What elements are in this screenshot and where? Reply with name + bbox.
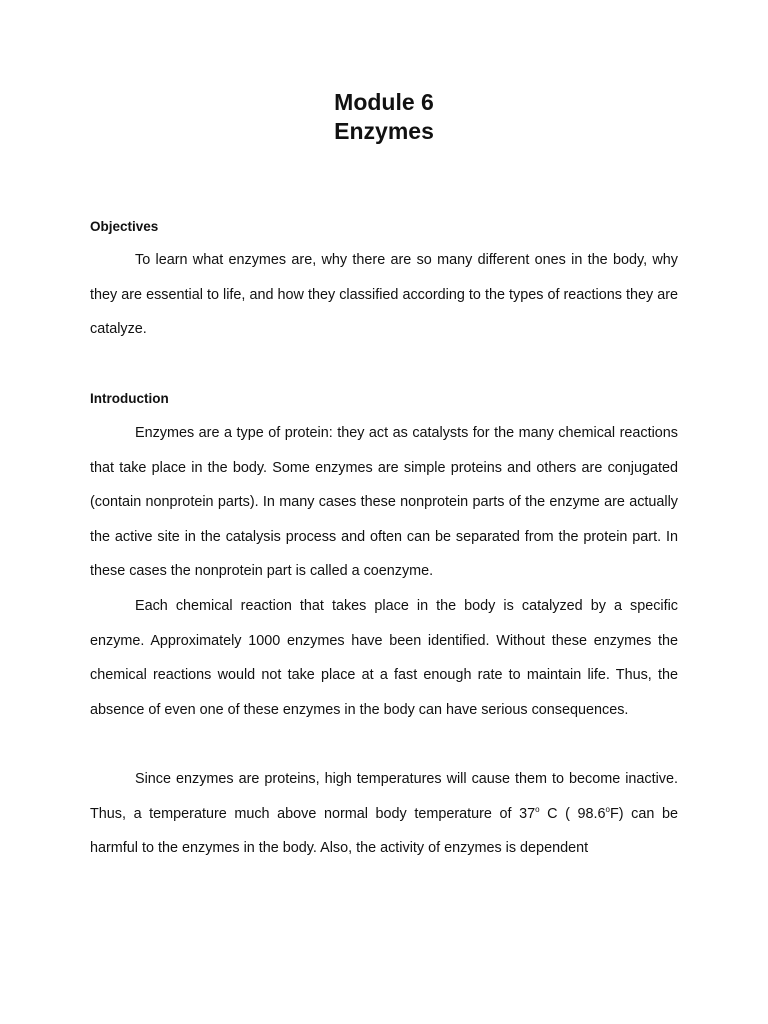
title-module: Module 6 <box>334 89 434 115</box>
intro-paragraph-3 <box>90 762 678 866</box>
title-topic: Enzymes <box>334 118 434 144</box>
introduction-heading: Introduction <box>90 391 169 406</box>
intro-p3-text-a: Since enzymes are proteins, high temperatures will cause them to become inactive. Thus, a temperature much above normal body temperature of 37 <box>90 771 678 822</box>
objectives-heading: Objectives <box>90 219 159 234</box>
intro-paragraph-2: Each chemical reaction that takes place in the body is catalyzed by a specific enzyme. Approximately 1000 enzymes have been identified. Without these enzymes the chemical reactions would not take place at a fast enough rate to maintain life. Thus, the absence of even one of these enzymes in the body can have serious consequences. <box>90 598 678 718</box>
intro-p3-text-b: C ( 98.6 <box>539 805 606 822</box>
objectives-paragraph: To learn what enzymes are, why there are so many different ones in the body, why they are essential to life, and how they classified according to the types of reactions they are catalyze. <box>90 252 678 338</box>
degree-superscript: o <box>605 804 610 814</box>
intro-p3-text-c: F) can be harmful to the enzymes in the body. Also, the activity of enzymes is dependent <box>90 805 678 857</box>
degree-superscript: o <box>535 804 540 814</box>
intro-paragraph-1: Enzymes are a type of protein: they act as catalysts for the many chemical reactions that take place in the body. Some enzymes are simple proteins and others are conjugated (contain nonprotein parts). In many cases these nonprotein parts of the enzyme are actually the active site in the catalysis process and often can be separated from the protein part. In these cases the nonprotein part is called a coenzyme. <box>90 425 678 580</box>
page-title <box>0 88 768 146</box>
